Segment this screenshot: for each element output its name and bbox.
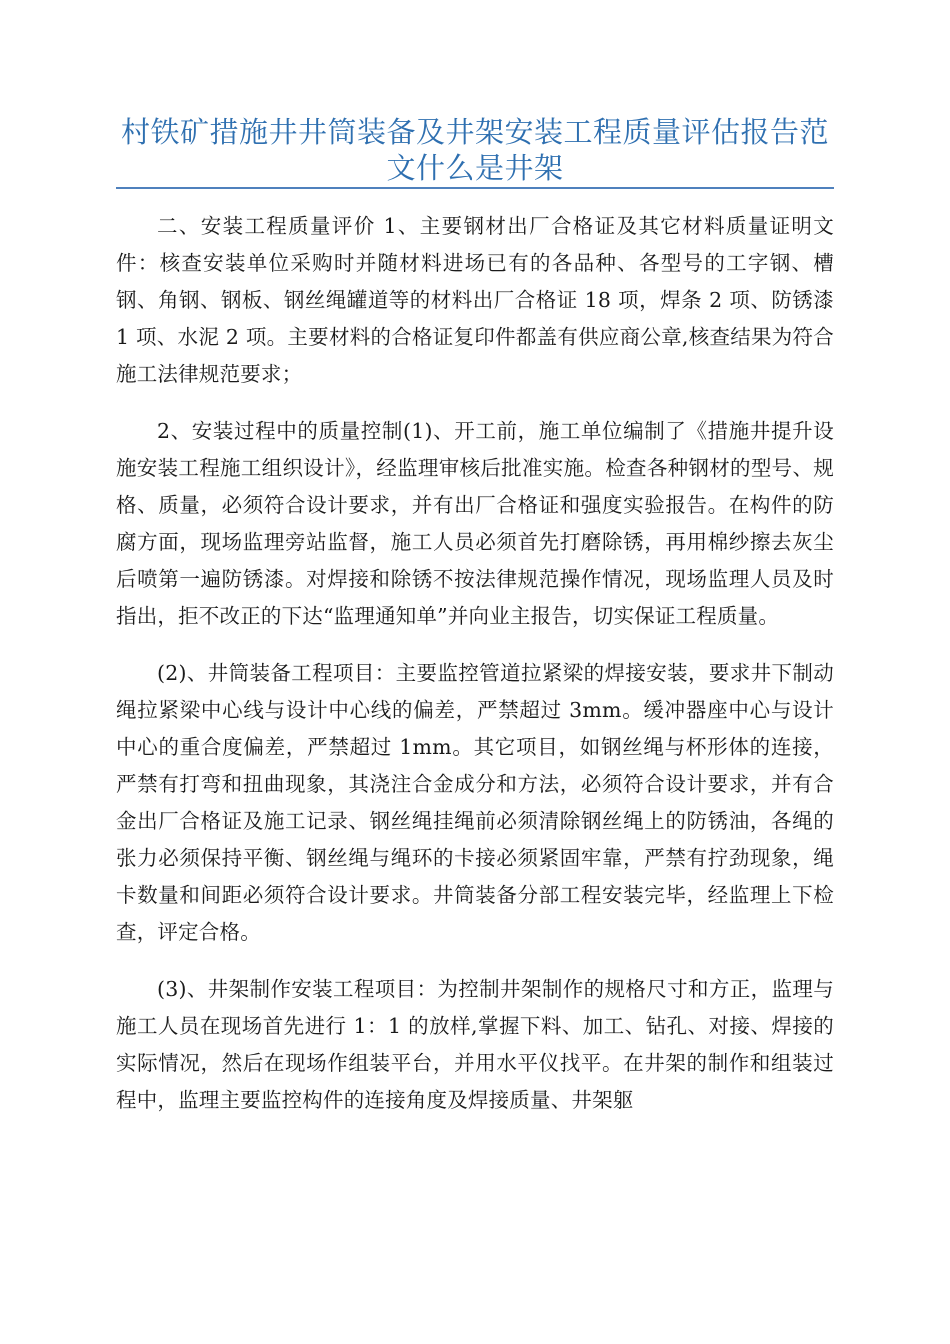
paragraph-4: (3)、井架制作安装工程项目：为控制井架制作的规格尺寸和方正，监理与施工人员在现场首先进行 1：1 的放样,掌握下料、加工、钻孔、对接、焊接的实际情况，然后在现场作组装平台，并用水平仪找平。在井架的制作和组装过程中，监理主要监控构件的连接角度及焊接质量、井架躯 (116, 977, 834, 1112)
title-underline (116, 187, 834, 189)
paragraph-1: 二、安装工程质量评价 1、主要钢材出厂合格证及其它材料质量证明文件：核查安装单位采购时并随材料进场已有的各品种、各型号的工字钢、槽钢、角钢、钢板、钢丝绳罐道等的材料出厂合格证 18 项，焊条 2 项、防锈漆 1 项、水泥 2 项。主要材料的合格证复印件都盖有供应商公章,核查结果为符合施工法律规范要求； (116, 214, 834, 386)
paragraph-2: 2、安装过程中的质量控制(1)、开工前，施工单位编制了《措施井提升设施安装工程施工组织设计》，经监理审核后批准实施。检查各种钢材的型号、规格、质量，必须符合设计要求，并有出厂合格证和强度实验报告。在构件的防腐方面，现场监理旁站监督，施工人员必须首先打磨除锈，再用棉纱擦去灰尘后喷第一遍防锈漆。对焊接和除锈不按法律规范操作情况，现场监理人员及时指出，拒不改正的下达“监理通知单”并向业主报告，切实保证工程质量。 (116, 419, 834, 628)
paragraph-3: (2)、井筒装备工程项目：主要监控管道拉紧梁的焊接安装，要求井下制动绳拉紧梁中心线与设计中心线的偏差，严禁超过 3mm。缓冲器座中心与设计中心的重合度偏差，严禁超过 1mm。其它项目，如钢丝绳与杯形体的连接，严禁有打弯和扭曲现象，其浇注合金成分和方法，必须符合设计要求，并有合金出厂合格证及施工记录、钢丝绳挂绳前必须清除钢丝绳上的防锈油，各绳的张力必须保持平衡、钢丝绳与绳环的卡接必须紧固牢靠，严禁有拧劲现象，绳卡数量和间距必须符合设计要求。井筒装备分部工程安装完毕，经监理上下检查，评定合格。 (116, 661, 834, 944)
document-body (116, 208, 834, 1139)
document-title: 村铁矿措施井井筒装备及井架安装工程质量评估报告范文什么是井架 (120, 115, 829, 185)
